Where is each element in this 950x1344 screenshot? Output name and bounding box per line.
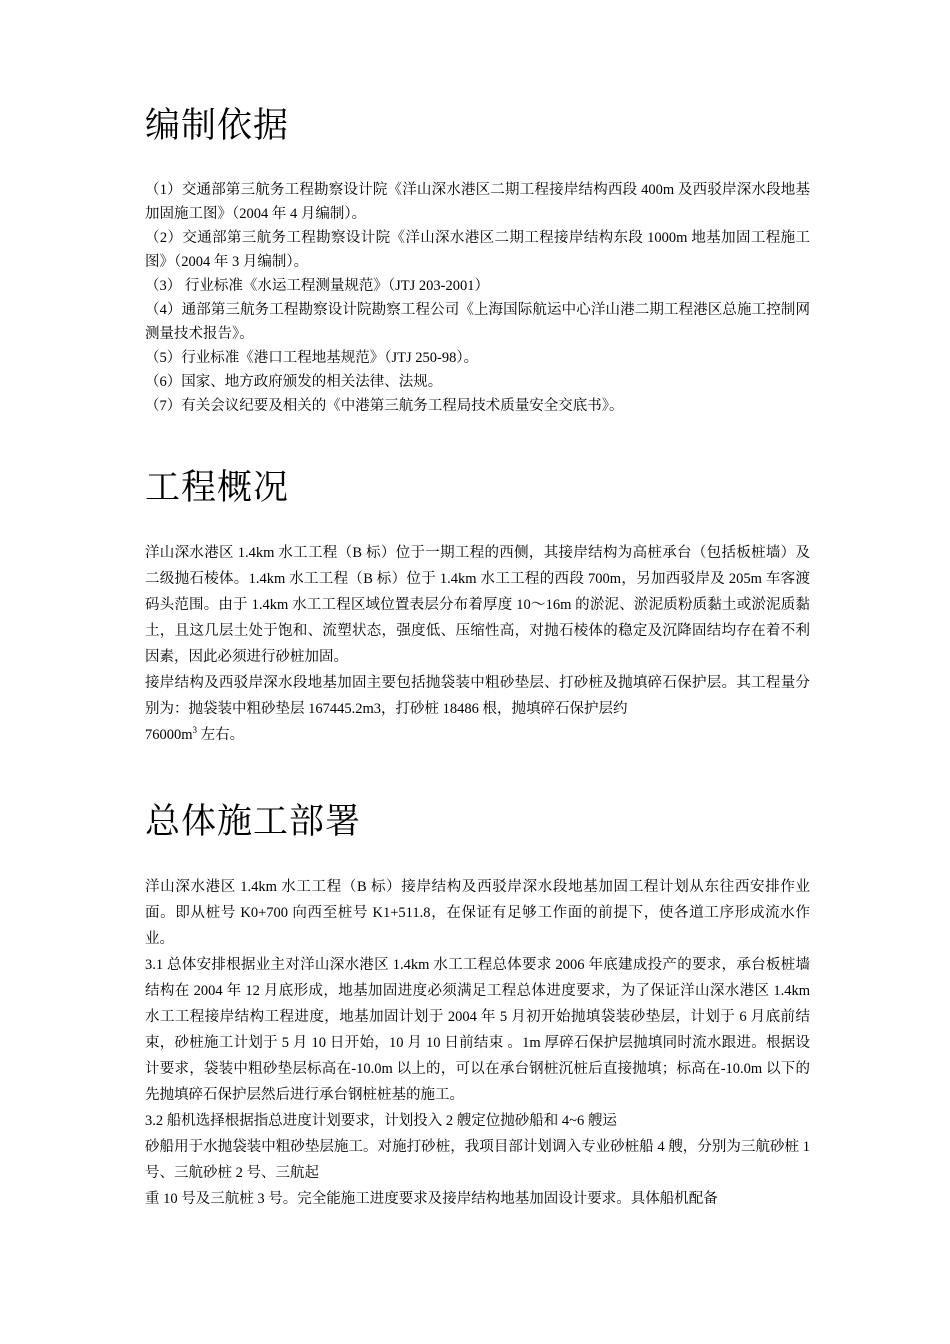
paragraph: 砂船用于水抛袋装中粗砂垫层施工。对施打砂桩，我项目部计划调入专业砂桩船 4 艘，分别为三航砂桩 1 号、三航砂桩 2 号、三航起 (145, 1139, 810, 1181)
paragraph: （7）有关会议纪要及相关的《中港第三航务工程局技术质量安全交底书》。 (145, 398, 624, 414)
paragraph: （3） 行业标准《水运工程测量规范》（JTJ 203-2001） (145, 278, 489, 294)
section-title: 工程概况 (145, 468, 290, 508)
tail-suffix: 左右。 (197, 727, 245, 743)
unit-superscript: 3 (192, 725, 198, 736)
paragraph: 重 10 号及三航桩 3 号。完全能施工进度要求及接岸结构地基加固设计要求。具体船机配备 (145, 1191, 718, 1207)
section-overview (145, 462, 810, 748)
section-basis (145, 100, 810, 418)
section-deployment (145, 796, 810, 1212)
paragraph: 接岸结构及西驳岸深水段地基加固主要包括抛袋装中粗砂垫层、打砂桩及抛填碎石保护层。其工程量分别为：抛袋装中粗砂垫层 167445.2m3，打砂桩 18486 根，抛填碎石保护层约 (145, 675, 810, 717)
paragraph: 3.2 船机选择根据指总进度计划要求，计划投入 2 艘定位抛砂船和 4~6 艘运 (145, 1113, 617, 1129)
paragraph: 洋山深水港区 1.4km 水工工程（B 标）位于一期工程的西侧，其接岸结构为高桩承台（包括板桩墙）及二级抛石棱体。1.4km 水工工程（B 标）位于 1.4km 水工工程的西段 700m，另加西驳岸及 205m 车客渡码头范围。由于 1.4km 水工工程区域位置表层分布着厚度 10～16m 的淤泥、淤泥质粉质黏土或淤泥质黏土，且这几层土处于饱和、流塑状态，强度低、压缩性高，对抛石棱体的稳定及沉降固结均存在着不利因素，因此必须进行砂桩加固。 (145, 545, 810, 665)
paragraph: （4）通部第三航务工程勘察设计院勘察工程公司《上海国际航运中心洋山港二期工程港区总施工控制网测量技术报告》。 (145, 302, 810, 342)
section-title: 编制依据 (145, 106, 290, 146)
paragraph-tail (145, 722, 810, 748)
paragraph: （1）交通部第三航务工程勘察设计院《洋山深水港区二期工程接岸结构西段 400m 及西驳岸深水段地基加固施工图》（2004 年 4 月编制）。 (145, 182, 810, 222)
section-title: 总体施工部署 (145, 802, 362, 842)
paragraph: （2）交通部第三航务工程勘察设计院《洋山深水港区二期工程接岸结构东段 1000m 地基加固工程施工图》（2004 年 3 月编制）。 (145, 230, 810, 270)
quantity-value: 76000m (145, 727, 193, 743)
paragraph: （5）行业标准《港口工程地基规范》（JTJ 250-98）。 (145, 350, 479, 366)
paragraph: 洋山深水港区 1.4km 水工工程（B 标）接岸结构及西驳岸深水段地基加固工程计划从东往西安排作业面。即从桩号 K0+700 向西至桩号 K1+511.8，在保证有足够工作面的前提下，使各道工序形成流水作业。 (145, 879, 810, 947)
paragraph: 3.1 总体安排根据业主对洋山深水港区 1.4km 水工工程总体要求 2006 年底建成投产的要求，承台板桩墙结构在 2004 年 12 月底形成，地基加固进度必须满足工程总体进度要求，为了保证洋山深水港区 1.4km 水工工程接岸结构工程进度，地基加固计划于 2004 年 5 月初开始抛填袋装砂垫层，计划于 6 月底前结束，砂桩施工计划于 5 月 10 日开始，10 月 10 日前结束 。1m 厚碎石保护层抛填同时流水跟进。根据设计要求，袋装中粗砂垫层标高在-10.0m 以上的，可以在承台钢桩沉桩后直接抛填；标高在-10.0m 以下的先抛填碎石保护层然后进行承台钢桩桩基的施工。 (145, 957, 810, 1103)
paragraph: （6）国家、地方政府颁发的相关法律、法规。 (145, 374, 443, 390)
